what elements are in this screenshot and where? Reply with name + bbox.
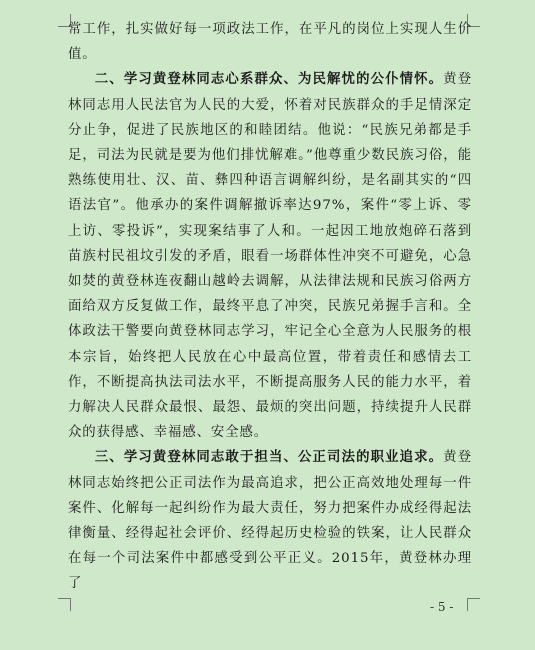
document-body — [68, 17, 472, 597]
paragraph-section-2 — [68, 67, 472, 445]
section-2-heading: 二、学习黄登林同志心系群众、为民解忧的公仆情怀。 — [94, 72, 444, 88]
section-2-body: 黄登林同志用人民法官为人民的大爱，怀着对民族群众的手足情深定分止争，促进了民族地区的和睦团结。他说：“民族兄弟都是手足，司法为民就是要为他们排忧解难。”他尊重少数民族习俗，能熟练使用壮、汉、苗、彝四种语言调解纠纷，是名副其实的“四语法官”。他承办的案件调解撤诉率达97%，案件“零上诉、零上访、零投诉”，实现案结事了人和。一起因工地放炮碎石落到苗族村民祖坟引发的矛盾，眼看一场群体性冲突不可避免，心急如焚的黄登林连夜翻山越岭去调解，从法律法规和民族习俗两方面给双方反复做工作，最终平息了冲突，民族兄弟握手言和。全体政法干警要向黄登林同志学习，牢记全心全意为人民服务的根本宗旨，始终把人民放在心中最高位置，带着责任和感情去工作，不断提高执法司法水平，不断提高服务人民的能力水平，着力解决人民群众最恨、最怨、最烦的突出问题，持续提升人民群众的获得感、幸福感、安全感。 — [68, 72, 472, 441]
paragraph-section-3 — [68, 445, 472, 596]
section-3-body: 黄登林同志始终把公正司法作为最高追求，把公正高效地处理每一件案件、化解每一起纠纷作为最大责任，努力把案件办成经得起法律衡量、经得起社会评价、经得起历史检验的铁案，让人民群众在每一个司法案件中都感受到公平正义。2015年，黄登林办理了 — [68, 450, 472, 592]
paragraph-continued: 常工作，扎实做好每一项政法工作，在平凡的岗位上实现人生价值。 — [68, 22, 472, 63]
page-number: - 5 - — [430, 600, 454, 614]
crop-mark-bottom-right — [467, 598, 480, 611]
crop-mark-bottom-left — [58, 598, 71, 611]
section-3-heading: 三、学习黄登林同志敢于担当、公正司法的职业追求。 — [94, 450, 444, 466]
